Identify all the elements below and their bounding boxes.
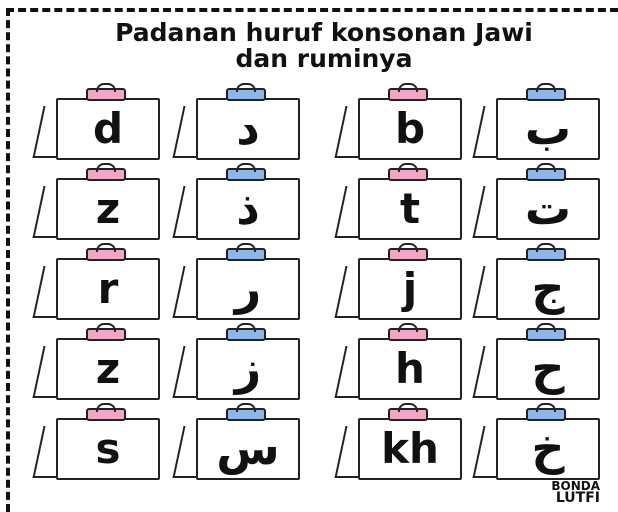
- jawi-letter: ح: [531, 341, 565, 395]
- jawi-letter: ج: [531, 261, 565, 315]
- title-line-1: Padanan huruf konsonan Jawi: [115, 18, 533, 47]
- brand-logo: [551, 480, 600, 504]
- latin-letter: s: [95, 423, 121, 473]
- jawi-letter: خ: [531, 421, 565, 475]
- logo-line-1: BONDA: [551, 479, 600, 493]
- card-jawi: [474, 88, 598, 158]
- card-latin: [336, 408, 460, 478]
- jawi-letter: د: [236, 101, 260, 155]
- card-latin: [34, 168, 158, 238]
- card-jawi: [474, 408, 598, 478]
- latin-letter: kh: [381, 423, 439, 473]
- jawi-letter: ز: [234, 341, 262, 395]
- latin-letter: r: [97, 263, 119, 313]
- card-latin: [34, 88, 158, 158]
- card-jawi: [174, 408, 298, 478]
- latin-letter: b: [394, 103, 426, 153]
- card-latin: [336, 88, 460, 158]
- card-jawi: [474, 328, 598, 398]
- page-title: [30, 20, 618, 72]
- jawi-letter: س: [216, 421, 280, 475]
- dashed-top-border: [6, 8, 618, 12]
- card-jawi: [174, 248, 298, 318]
- card-latin: [336, 328, 460, 398]
- card-jawi: [474, 248, 598, 318]
- latin-letter: t: [399, 183, 421, 233]
- dashed-left-border: [6, 8, 10, 512]
- card-jawi: [474, 168, 598, 238]
- card-latin: [34, 408, 158, 478]
- letter-card-grid: [34, 88, 599, 498]
- jawi-letter: ب: [524, 101, 572, 155]
- card-jawi: [174, 328, 298, 398]
- title-line-2: dan ruminya: [235, 44, 413, 73]
- latin-letter: z: [95, 183, 121, 233]
- logo-line-2: LUTFI: [555, 490, 600, 506]
- card-latin: [336, 168, 460, 238]
- card-latin: [34, 248, 158, 318]
- jawi-letter: ذ: [236, 181, 260, 235]
- card-jawi: [174, 168, 298, 238]
- latin-letter: z: [95, 343, 121, 393]
- latin-letter: h: [395, 343, 425, 393]
- latin-letter: j: [402, 263, 418, 313]
- card-jawi: [174, 88, 298, 158]
- jawi-letter: ت: [524, 181, 572, 235]
- jawi-letter: ر: [234, 261, 262, 315]
- card-latin: [336, 248, 460, 318]
- latin-letter: d: [92, 103, 124, 153]
- card-latin: [34, 328, 158, 398]
